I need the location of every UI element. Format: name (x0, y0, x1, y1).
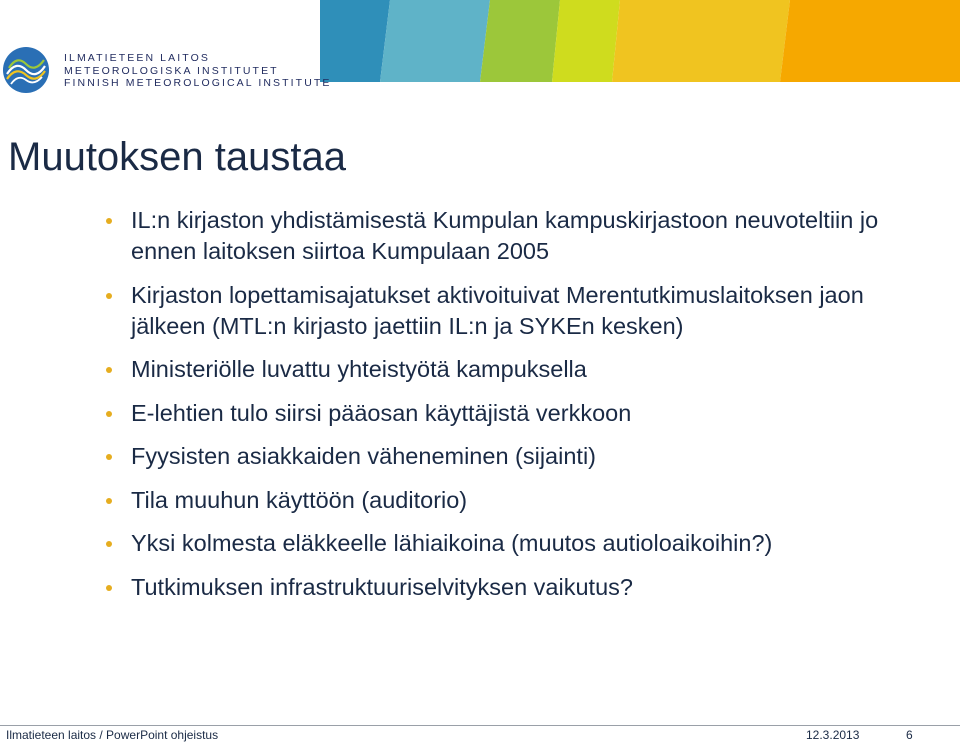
bullet-item (106, 354, 926, 385)
slide-title: Muutoksen taustaa (8, 135, 346, 179)
footer-date: 12.3.2013 (806, 728, 860, 742)
banner-stripe-teal (380, 0, 490, 82)
banner-stripe-yellow (612, 0, 790, 82)
bullet-item (106, 441, 926, 472)
banner-stripe-orange (780, 0, 960, 82)
bullet-text: E-lehtien tulo siirsi pääosan käyttäjistä verkkoon (131, 399, 632, 426)
bullet-dot-icon (106, 411, 112, 417)
banner-stripe-lime (552, 0, 620, 82)
bullet-dot-icon (106, 498, 112, 504)
bullet-item (106, 398, 926, 429)
banner-stripe-green (480, 0, 560, 82)
logo-text (64, 52, 332, 90)
header-color-banner (320, 0, 960, 82)
bullet-text: Tutkimuksen infrastruktuuriselvityksen vaikutus? (131, 573, 633, 600)
bullet-dot-icon (106, 541, 112, 547)
bullet-item (106, 528, 926, 559)
bullet-text: Fyysisten asiakkaiden väheneminen (sijainti) (131, 443, 596, 469)
logo-line-en: FINNISH METEOROLOGICAL INSTITUTE (64, 77, 332, 89)
bullet-dot-icon (106, 367, 112, 373)
bullet-text: IL:n kirjaston yhdistämisestä Kumpulan kampuskirjastoon neuvoteltiin jo ennen laitoksen siirtoa Kumpulaan 2005 (131, 207, 879, 264)
bullet-dot-icon (106, 585, 112, 591)
bullet-item (106, 280, 926, 342)
bullet-item (106, 572, 926, 603)
bullet-dot-icon (106, 293, 112, 299)
bullet-list (106, 205, 926, 615)
bullet-item (106, 205, 926, 267)
bullet-text: Yksi kolmesta eläkkeelle lähiaikoina (muutos autioloaikoihin?) (131, 530, 773, 556)
bullet-item (106, 485, 926, 516)
bullet-text: Ministeriölle luvattu yhteistyötä kampuksella (131, 356, 587, 382)
fmi-logo-icon (2, 46, 50, 94)
footer-page-number: 6 (906, 728, 913, 742)
footer-source: Ilmatieteen laitos / PowerPoint ohjeistus (6, 728, 219, 742)
bullet-dot-icon (106, 454, 112, 460)
footer-divider (0, 725, 960, 726)
logo-line-sv: METEOROLOGISKA INSTITUTET (64, 64, 279, 77)
bullet-text: Kirjaston lopettamisajatukset aktivoituivat Merentutkimuslaitoksen jaon jälkeen (MTL:n kirjasto jaettiin IL:n ja SYKEn kesken) (131, 281, 864, 339)
bullet-text: Tila muuhun käyttöön (auditorio) (131, 486, 468, 513)
logo-line-fi: ILMATIETEEN LAITOS (64, 52, 210, 64)
bullet-dot-icon (106, 218, 112, 224)
fmi-logo (2, 46, 332, 94)
